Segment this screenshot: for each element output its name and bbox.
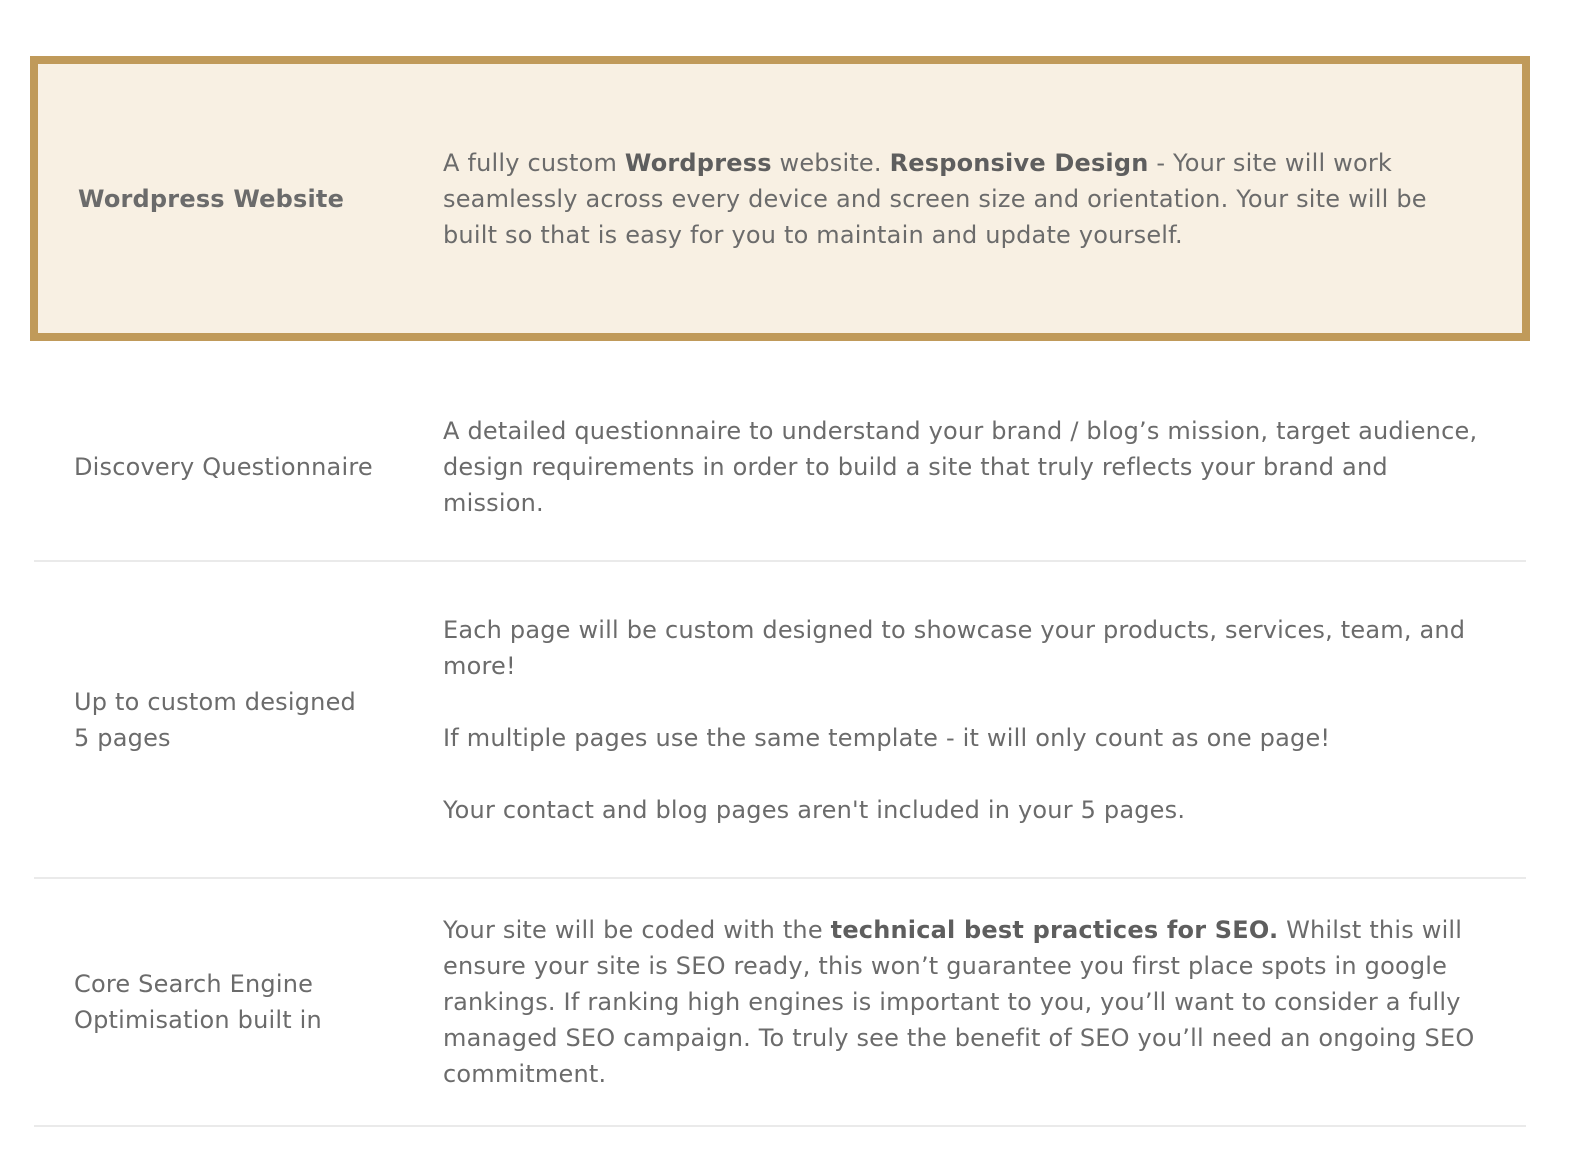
feature-row-discovery-questionnaire bbox=[34, 374, 1526, 562]
desc-paragraph: If multiple pages use the same template - it will only count as one page! bbox=[443, 723, 1331, 752]
desc-bold-responsive-design: Responsive Design bbox=[889, 148, 1149, 177]
desc-text: Whilst this will ensure your site is SEO ready, this won’t guarantee you first place spots in google rankings. If ranking high engines is important to you, you’ll want to consider a fully managed SEO campaign. To truly see the benefit of SEO you’ll need an ongoing SEO commitment. bbox=[443, 916, 1475, 1088]
desc-text: A fully custom bbox=[443, 148, 625, 177]
feature-name: Discovery Questionnaire bbox=[74, 453, 373, 481]
feature-row-custom-pages bbox=[34, 562, 1526, 879]
desc-paragraph: Each page will be custom designed to showcase your products, services, team, and more! bbox=[443, 615, 1466, 680]
feature-name: Core Search Engine Optimisation built in bbox=[74, 970, 322, 1034]
feature-description bbox=[443, 612, 1483, 828]
desc-text: - Your site will work seamlessly across every device and screen size and orientation. Your site will be built so that is easy for you to maintain and update yourself. bbox=[443, 148, 1427, 249]
desc-text: website. bbox=[771, 148, 890, 177]
desc-bold-wordpress: Wordpress bbox=[624, 148, 772, 177]
feature-description bbox=[443, 145, 1483, 253]
feature-name: Wordpress Website bbox=[78, 184, 345, 213]
feature-row-wordpress-website bbox=[30, 56, 1530, 341]
feature-row-core-seo bbox=[34, 879, 1526, 1127]
desc-text: Your site will be coded with the bbox=[443, 916, 831, 944]
desc-bold-seo-practices: technical best practices for SEO. bbox=[830, 916, 1279, 944]
desc-paragraph: Your contact and blog pages aren't included in your 5 pages. bbox=[443, 795, 1186, 824]
feature-description: A detailed questionnaire to understand your brand / blog’s mission, target audience, design requirements in order to build a site that truly reflects your brand and mission. bbox=[443, 417, 1478, 517]
feature-name: Up to custom designed 5 pages bbox=[74, 687, 356, 752]
feature-description bbox=[443, 912, 1483, 1092]
